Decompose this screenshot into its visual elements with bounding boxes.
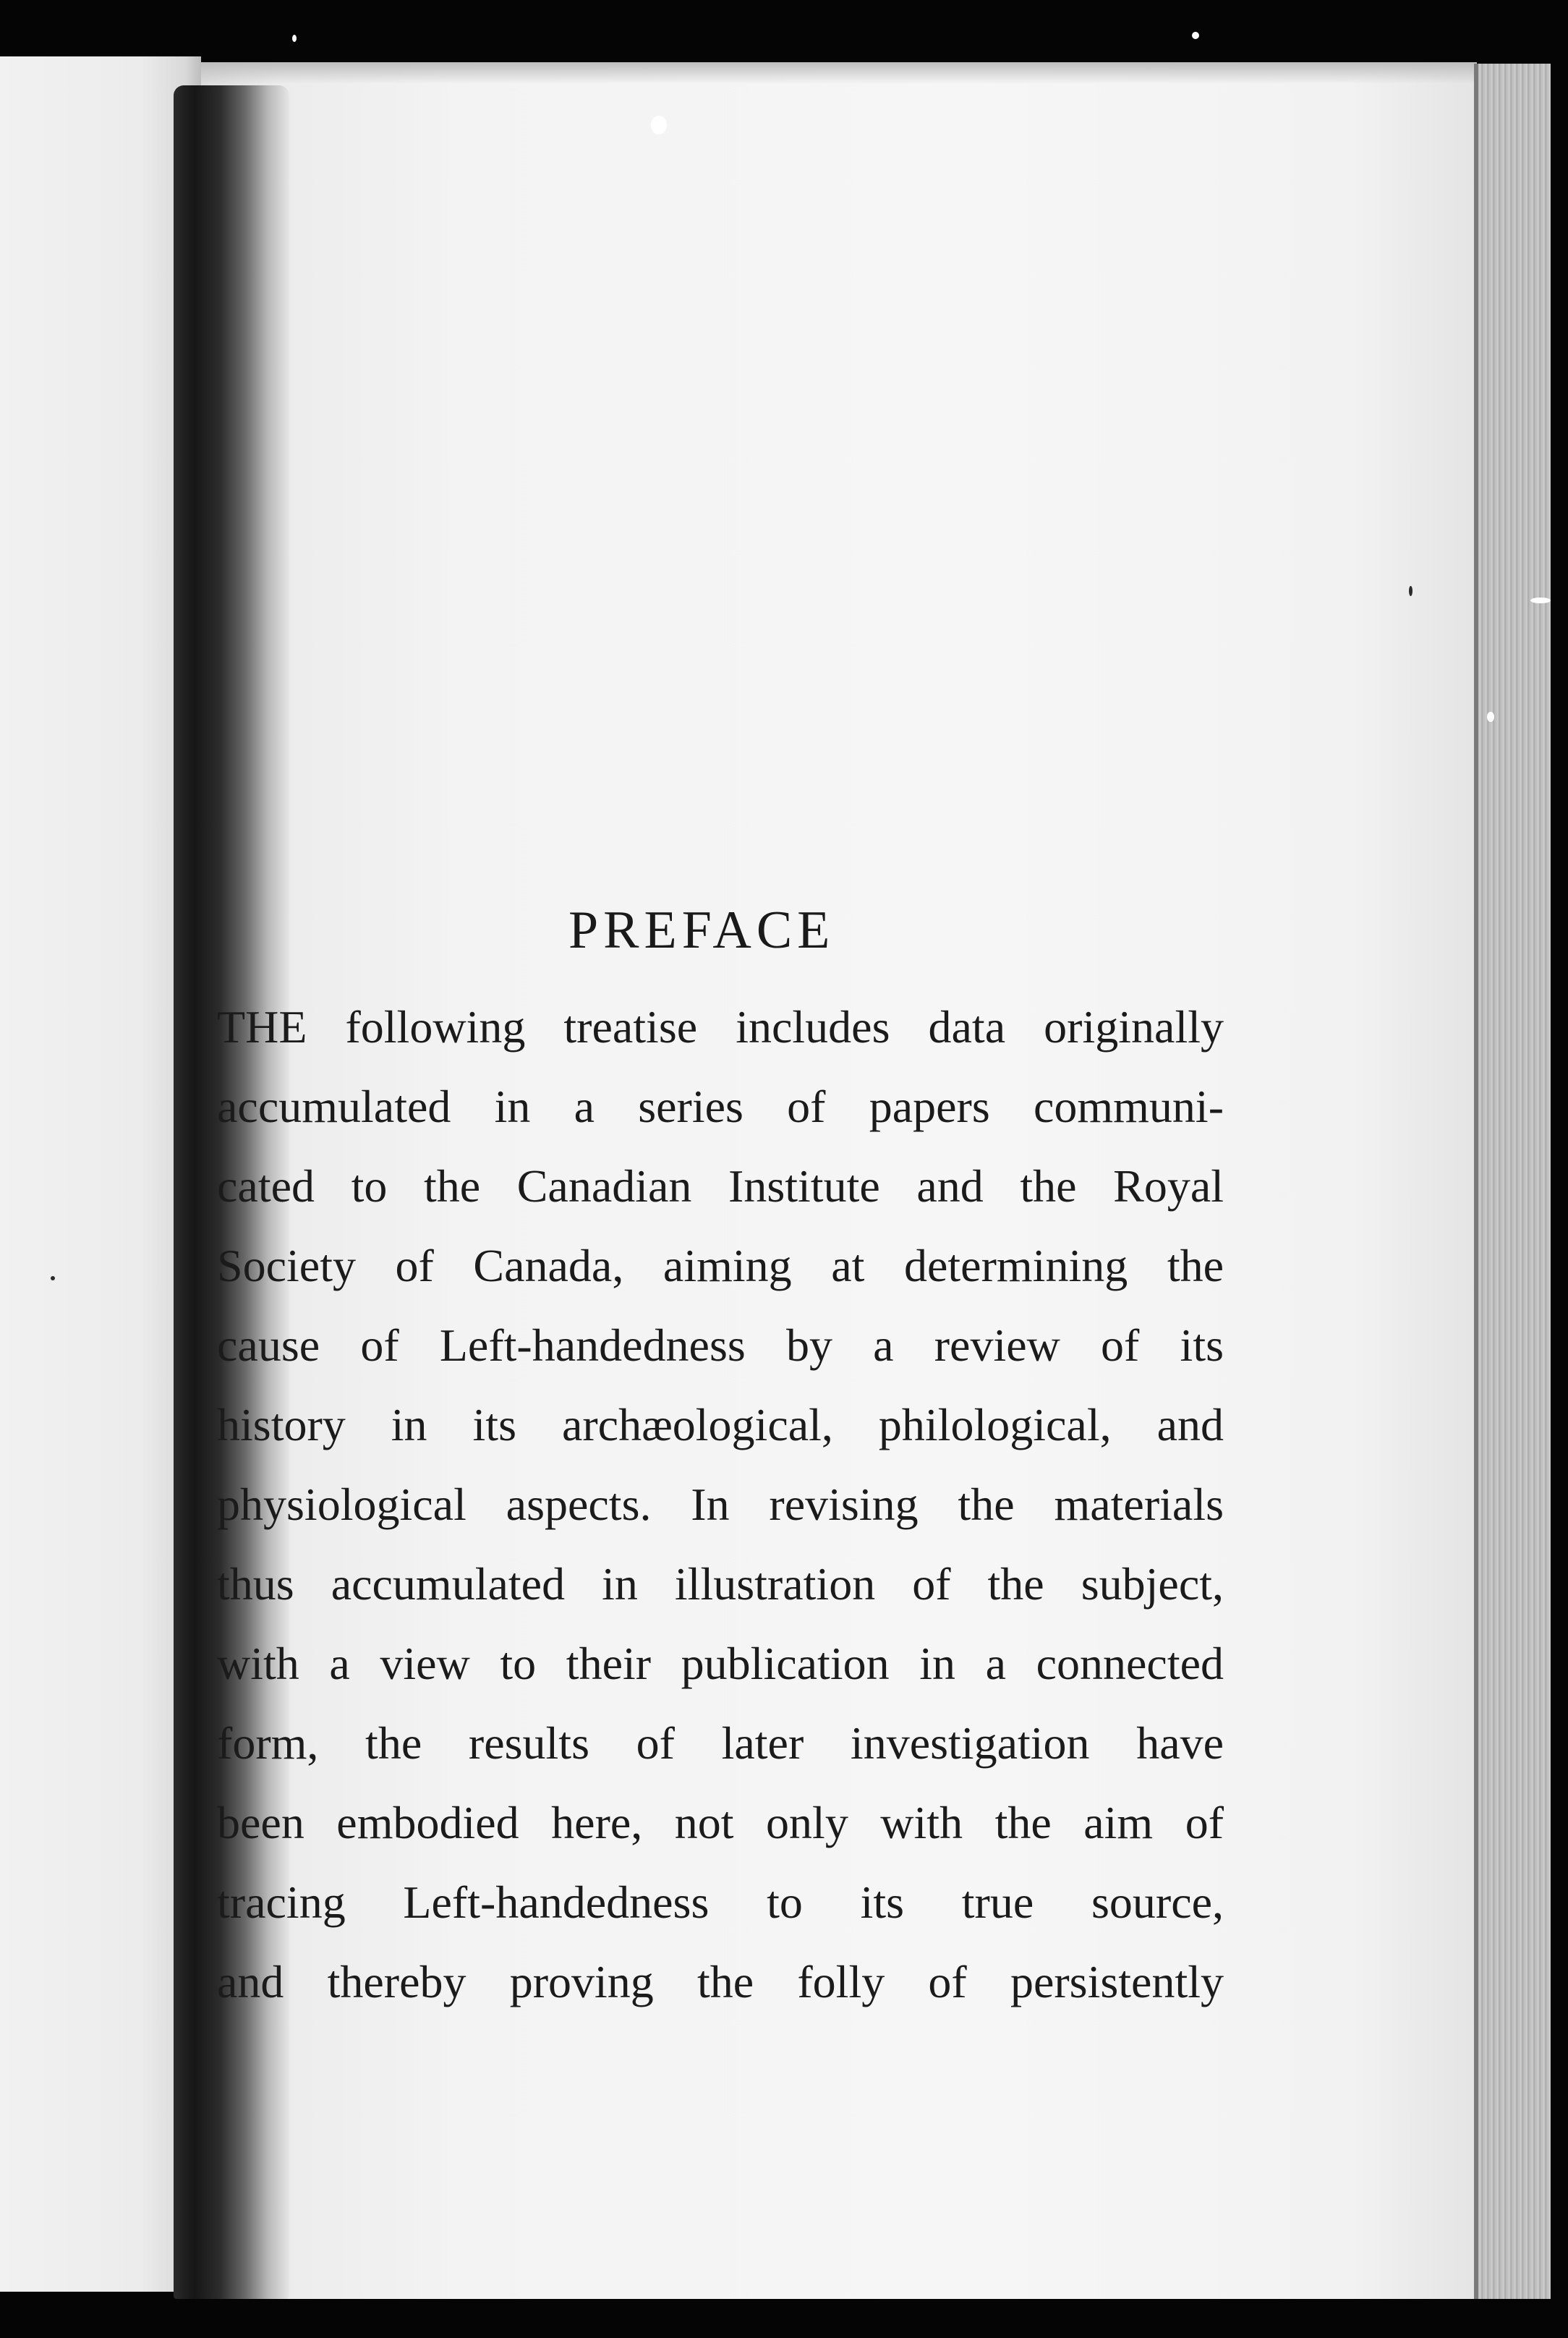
page-edges [1474,64,1551,2299]
scan-speck [51,1276,55,1280]
page-heading: PREFACE [568,900,835,960]
scan-speck [1487,712,1494,722]
text-line-11: been embodied here, not only with the aim of [217,1797,1224,1848]
text-line-8: thus accumulated in illustration of the subject, [217,1558,1224,1610]
text-line-2: accumulated in a series of papers communi- [217,1081,1224,1132]
text-line-3: cated to the Canadian Institute and the Royal [217,1160,1224,1212]
text-line-6: history in its archæological, philological, and [217,1399,1224,1450]
text-line-13: and thereby proving the folly of persistently [217,1956,1224,2007]
text-line-10: form, the results of later investigation have [217,1717,1224,1769]
text-line-7: physiological aspects. In revising the materials [217,1479,1224,1530]
text-line-5: cause of Left-handedness by a review of its [217,1319,1224,1371]
text-line-12: tracing Left-handedness to its true source, [217,1876,1224,1928]
left-facing-page [0,56,201,2292]
scan-speck [292,35,297,42]
scan-speck [1530,598,1551,603]
text-line-1: THE following treatise includes data originally [217,1001,1224,1053]
scan-speck [651,116,667,135]
page-top-shadow [201,62,1477,84]
scan-speck [1192,32,1199,39]
text-line-9: with a view to their publication in a connected [217,1638,1224,1689]
text-line-4: Society of Canada, aiming at determining the [217,1240,1224,1291]
scan-speck [1409,586,1413,596]
